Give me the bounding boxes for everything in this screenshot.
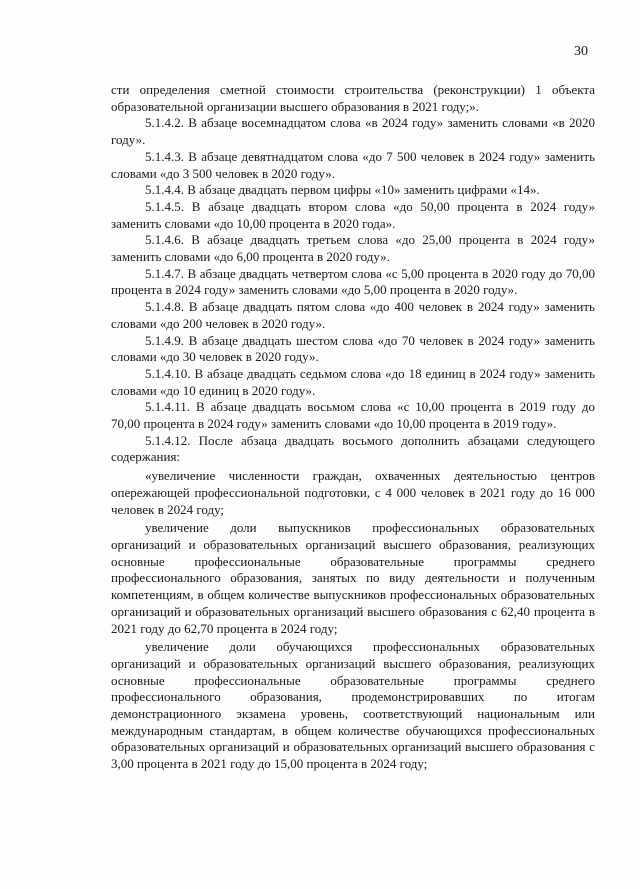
paragraph-5-1-4-4: 5.1.4.4. В абзаце двадцать первом цифры «10» заменить цифрами «14». [145, 182, 540, 198]
paragraph-5-1-4-5: 5.1.4.5. В абзаце двадцать втором слова «до 50,00 процента в 2024 году» заменить словами «до 10,00 процента в 2020 года». [111, 198, 595, 231]
paragraph-5-1-4-9: 5.1.4.9. В абзаце двадцать шестом слова «до 70 человек в 2024 году» заменить словами «до 30 человек в 2020 году». [111, 332, 595, 365]
paragraph-5-1-4-7: 5.1.4.7. В абзаце двадцать четвертом слова «с 5,00 процента в 2020 году до 70,00 процента в 2024 году» заменить словами «до 5,00 процента в 2020 году». [111, 265, 595, 298]
quoted-paragraph-graduates: увеличение доли выпускников профессиональных образовательных организаций и образовательных организаций высшего образования, реализующих основные профессиональные образовательные программы среднего профессионального образования, занятых по виду деятельности и полученным компетенциям, в общем количестве выпускников профессиональных образовательных организаций и образовательных организаций высшего образования с 62,40 процента в 2021 году до 62,70 процента в 2024 году; [111, 520, 595, 636]
paragraph-5-1-4-8: 5.1.4.8. В абзаце двадцать пятом слова «до 400 человек в 2024 году» заменить словами «до 200 человек в 2020 году». [111, 299, 595, 331]
quoted-paragraph-students: увеличение доли обучающихся профессиональных образовательных организаций и образовательных организаций высшего образования, реализующих основные профессиональные образовательные программы среднего профессионального образования, продемонстрировавших по итогам демонстрационного экзамена уровень, соответствующий национальным или международным стандартам, в общем количестве обучающихся профессиональных образовательных организаций и образовательных организаций высшего образования с 3,00 процента в 2021 году до 15,00 процента в 2024 году; [111, 639, 595, 772]
paragraph-5-1-4-12: 5.1.4.12. После абзаца двадцать восьмого дополнить абзацами следующего содержания: [111, 432, 595, 465]
paragraph-5-1-4-11: 5.1.4.11. В абзаце двадцать восьмом слова «с 10,00 процента в 2019 году до 70,00 процента в 2024 году» заменить словами «до 10,00 процента в 2019 году». [111, 399, 595, 432]
document-body [111, 82, 595, 773]
page-number: 30 [574, 44, 588, 59]
paragraph-5-1-4-2: 5.1.4.2. В абзаце восемнадцатом слова «в 2024 году» заменить словами «в 2020 году». [111, 115, 595, 148]
quoted-paragraph-centers: «увеличение численности граждан, охваченных деятельностью центров опережающей профессиональной подготовки, с 4 000 человек в 2021 году до 16 000 человек в 2024 году; [111, 468, 595, 517]
paragraph-5-1-4-10: 5.1.4.10. В абзаце двадцать седьмом слова «до 18 единиц в 2024 году» заменить словами «до 10 единиц в 2020 году». [111, 365, 595, 398]
paragraph-5-1-4-3: 5.1.4.3. В абзаце девятнадцатом слова «до 7 500 человек в 2024 году» заменить словами «до 3 500 человек в 2020 году». [111, 148, 595, 181]
paragraph-5-1-4-6: 5.1.4.6. В абзаце двадцать третьем слова «до 25,00 процента в 2024 году» заменить словами «до 6,00 процента в 2020 году». [111, 232, 595, 265]
paragraph-continuation: сти определения сметной стоимости строительства (реконструкции) 1 объекта образовательной организации высшего образования в 2021 году;». [111, 82, 595, 114]
